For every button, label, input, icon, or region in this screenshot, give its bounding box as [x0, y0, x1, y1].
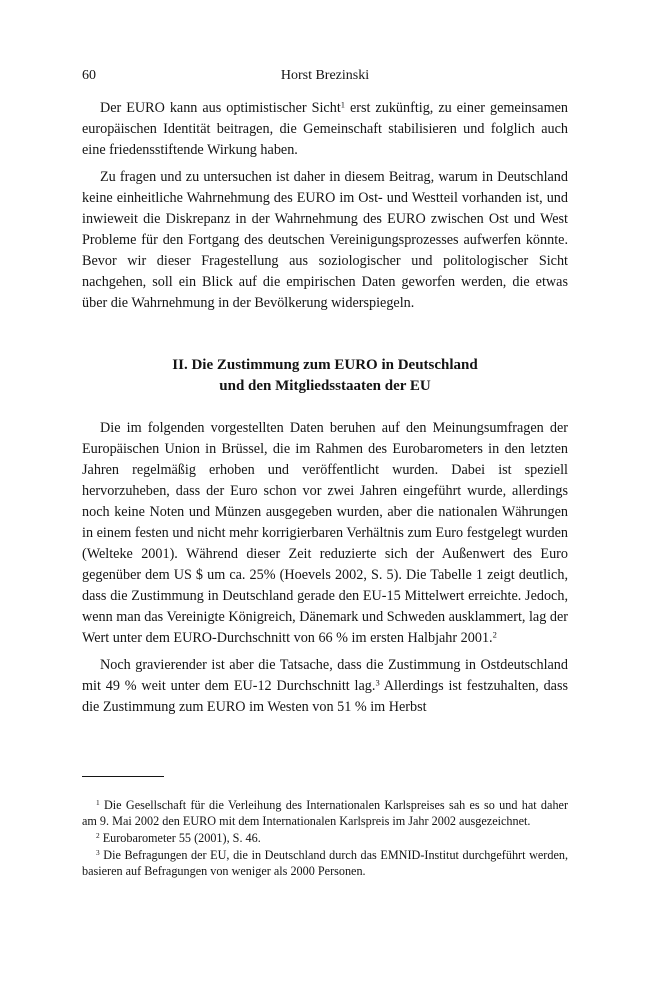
paragraph-text: Der EURO kann aus optimistischer Sicht [100, 100, 341, 116]
paragraph-text: Noch gravierender ist aber die Tatsache, dass die Zustimmung in Ostdeutschland mit 49 % weit unter dem EU-12 Durchschnitt lag. [82, 657, 568, 694]
footnote [82, 830, 568, 846]
paragraph [82, 655, 568, 718]
page-number: 60 [82, 68, 96, 83]
footnotes [82, 797, 568, 880]
footnote-number: 2 [96, 830, 100, 840]
section-heading-line: II. Die Zustimmung zum EURO in Deutschland [172, 357, 478, 373]
paragraph [82, 98, 568, 161]
footnote-separator [82, 776, 164, 777]
paragraph [82, 418, 568, 649]
section-heading [82, 355, 568, 397]
paragraph-text: Die im folgenden vorgestellten Daten beruhen auf den Meinungsumfragen der Europäischen Union in Brüssel, die im Rahmen des Eurobarometers in den letzten Jahren regelmäßig erhoben und veröffentlicht wurden. Dabei ist speziell hervorzuheben, dass der Euro schon vor zwei Jahren eingeführt wurde, allerdings noch keine Noten und Münzen ausgegeben wurden, aber die nationalen Währungen in einem festen und nicht mehr korrigierbaren Verhältnis zum Euro festgelegt wurden (Welteke 2001). Während dieser Zeit reduzierte sich der Außenwert des Euro gegenüber dem US $ um ca. 25% (Hoevels 2002, S. 5). Die Tabelle 1 zeigt deutlich, dass die Zustimmung in Deutschland gerade den EU-15 Mittelwert erreichte. Jedoch, wenn man das Vereinigte Königreich, Dänemark und Schweden ausklammert, lag der Wert unter dem EURO-Durchschnitt von 66 % im ersten Halbjahr 2001. [82, 420, 568, 646]
footnote-reference: 1 [340, 99, 346, 110]
running-head: Horst Brezinski [280, 68, 370, 83]
section-heading-line: und den Mitgliedsstaaten der EU [219, 378, 431, 394]
paragraph-text: erst zukünftig, zu einer gemeinsamen europäischen Identität beitragen, die Gemeinschaft stabilisieren und folglich auch eine friedensstiftende Wirkung haben. [82, 100, 568, 158]
footnote-reference: 3 [375, 677, 380, 688]
footnote-text: Die Gesellschaft für die Verleihung des Internationalen Karlspreises sah es so und hat daher am 9. Mai 2002 den EURO mit dem Internationalen Karlspreis im Jahr 2002 ausgezeichnet. [82, 798, 569, 828]
paragraph-text: Allerdings ist festzuhalten, dass die Zustimmung zum EURO im Westen von 51 % im Herbst [82, 678, 569, 715]
footnote-text: Die Befragungen der EU, die in Deutschland durch das EMNID-Institut durchgeführt werden, basieren auf Befragungen von weniger als 2000 Personen. [82, 848, 568, 878]
footnote [82, 847, 568, 879]
footnote-text: Eurobarometer 55 (2001), S. 46. [102, 831, 261, 845]
footnote-number: 1 [96, 797, 100, 807]
page-header [82, 68, 568, 88]
footnote-reference: 2 [492, 629, 497, 640]
paragraph: Zu fragen und zu untersuchen ist daher in diesem Beitrag, warum in Deutschland keine einheitliche Wahrnehmung des EURO im Ost- und Westteil vorhanden ist, und inwieweit die Diskrepanz in der Wahrnehmung des EURO zwischen Ost und West Probleme für den Fortgang des deutschen Vereinigungsprozesses aufwerfen könnte. Bevor wir dieser Fragestellung aus soziologischer und politologischer Sicht nachgehen, soll ein Blick auf die empirischen Daten geworfen werden, die etwas über die Wahrnehmung in der Bevölkerung widerspiegeln. [82, 169, 568, 311]
main-text [82, 98, 568, 724]
footnote [82, 797, 568, 829]
footnote-number: 3 [96, 847, 100, 857]
